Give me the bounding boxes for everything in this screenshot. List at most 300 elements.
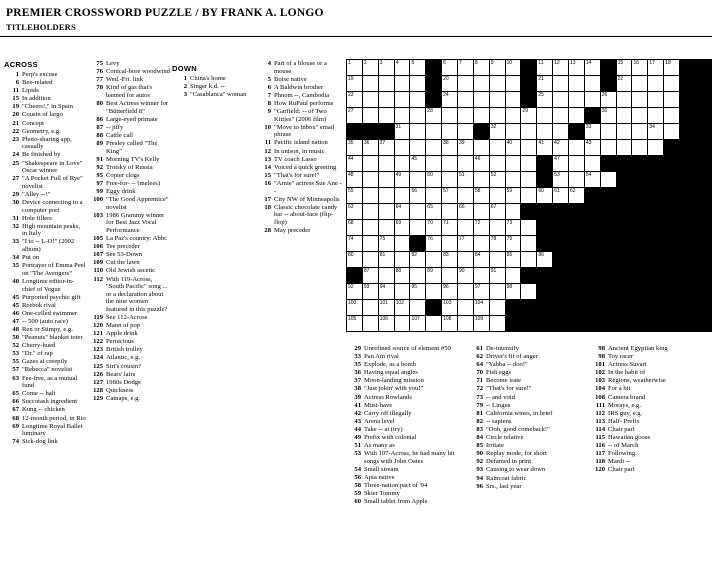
grid-cell[interactable] xyxy=(521,252,537,268)
grid-cell[interactable] xyxy=(394,268,410,284)
grid-cell[interactable] xyxy=(489,236,505,252)
grid-cell[interactable] xyxy=(347,156,363,172)
grid-cell[interactable] xyxy=(426,220,442,236)
grid-cell[interactable] xyxy=(442,156,458,172)
grid-cell[interactable] xyxy=(362,140,378,156)
grid-cell-number: 77 xyxy=(459,236,465,242)
grid-cell-block xyxy=(569,236,585,252)
grid-cell[interactable] xyxy=(553,92,569,108)
clue-text: Cherry-hued xyxy=(22,342,56,350)
grid-cell[interactable] xyxy=(600,92,616,108)
grid-cell[interactable] xyxy=(394,108,410,124)
grid-cell-number: 8 xyxy=(474,60,478,66)
grid-cell[interactable] xyxy=(410,284,426,300)
grid-cell[interactable] xyxy=(394,172,410,188)
grid-cell[interactable] xyxy=(664,108,680,124)
grid-cell[interactable] xyxy=(473,236,489,252)
clue-number: 8 xyxy=(267,99,271,107)
grid-cell-number: 29 xyxy=(522,108,529,114)
grid-cell[interactable] xyxy=(553,188,569,204)
clue-text: Photo-sharing app, casually xyxy=(22,135,72,151)
grid-cell[interactable] xyxy=(426,188,442,204)
grid-cell[interactable] xyxy=(473,156,489,172)
clue-number: 117 xyxy=(595,450,605,458)
grid-cell[interactable] xyxy=(489,316,505,332)
grid-cell[interactable] xyxy=(648,140,664,156)
grid-cell[interactable] xyxy=(521,236,537,252)
grid-cell[interactable] xyxy=(489,92,505,108)
grid-cell[interactable] xyxy=(473,284,489,300)
grid-cell[interactable] xyxy=(537,76,553,92)
grid-cell[interactable] xyxy=(458,92,474,108)
grid-cell[interactable] xyxy=(489,284,505,300)
grid-cell[interactable] xyxy=(426,204,442,220)
grid-cell-number: 64 xyxy=(395,204,402,210)
grid-cell[interactable] xyxy=(664,92,680,108)
grid-cell[interactable] xyxy=(442,268,458,284)
grid-cell[interactable] xyxy=(442,172,458,188)
clue-item xyxy=(88,276,170,314)
grid-cell[interactable] xyxy=(648,124,664,140)
grid-cell[interactable] xyxy=(362,220,378,236)
grid-cell[interactable] xyxy=(664,124,680,140)
grid-cell[interactable] xyxy=(458,124,474,140)
grid-cell[interactable] xyxy=(505,204,521,220)
grid-cell[interactable] xyxy=(616,60,632,76)
grid-cell[interactable] xyxy=(442,284,458,300)
grid-cell[interactable] xyxy=(347,92,363,108)
grid-cell[interactable] xyxy=(616,76,632,92)
grid-cell[interactable] xyxy=(394,124,410,140)
grid-cell[interactable] xyxy=(410,300,426,316)
clue-number: 77 xyxy=(96,76,103,84)
grid-cell[interactable] xyxy=(489,60,505,76)
grid-cell[interactable] xyxy=(378,268,394,284)
grid-cell-number: 91 xyxy=(490,268,497,274)
grid-cell[interactable] xyxy=(537,92,553,108)
grid-cell[interactable] xyxy=(505,140,521,156)
clue-text: Longtime editor-in-chief of Vogue xyxy=(22,277,75,293)
grid-cell[interactable] xyxy=(378,108,394,124)
grid-cell[interactable] xyxy=(553,108,569,124)
grid-cell[interactable] xyxy=(410,268,426,284)
grid-cell[interactable] xyxy=(584,76,600,92)
grid-cell[interactable] xyxy=(378,172,394,188)
grid-cell[interactable] xyxy=(378,156,394,172)
grid-cell[interactable] xyxy=(489,188,505,204)
grid-cell[interactable] xyxy=(362,172,378,188)
grid-cell[interactable] xyxy=(489,300,505,316)
grid-cell[interactable] xyxy=(616,92,632,108)
grid-cell-block xyxy=(569,252,585,268)
grid-cell[interactable] xyxy=(347,252,363,268)
grid-cell[interactable] xyxy=(521,156,537,172)
grid-cell-block xyxy=(505,316,521,332)
grid-cell[interactable] xyxy=(473,108,489,124)
grid-cell[interactable] xyxy=(521,140,537,156)
grid-cell[interactable] xyxy=(505,60,521,76)
grid-cell[interactable] xyxy=(347,60,363,76)
grid-cell[interactable] xyxy=(410,76,426,92)
grid-cell[interactable] xyxy=(458,76,474,92)
grid-cell[interactable] xyxy=(458,268,474,284)
grid-cell[interactable] xyxy=(553,172,569,188)
grid-cell[interactable] xyxy=(426,124,442,140)
grid-cell[interactable] xyxy=(410,108,426,124)
grid-cell[interactable] xyxy=(458,316,474,332)
clue-number: 37 xyxy=(354,377,361,385)
grid-cell[interactable] xyxy=(632,108,648,124)
grid-cell[interactable] xyxy=(458,140,474,156)
grid-cell[interactable] xyxy=(347,76,363,92)
grid-cell[interactable] xyxy=(410,172,426,188)
grid-cell[interactable] xyxy=(410,140,426,156)
grid-cell[interactable] xyxy=(648,76,664,92)
clue-item xyxy=(4,175,86,190)
clue-text: Fish eggs xyxy=(486,369,512,377)
grid-cell[interactable] xyxy=(473,140,489,156)
grid-cell[interactable] xyxy=(442,300,458,316)
grid-cell-block xyxy=(426,76,442,92)
grid-cell-block xyxy=(680,316,696,332)
grid-cell[interactable] xyxy=(378,92,394,108)
clue-item xyxy=(256,108,342,123)
grid-cell[interactable] xyxy=(473,76,489,92)
grid-cell[interactable] xyxy=(362,188,378,204)
grid-cell[interactable] xyxy=(410,252,426,268)
grid-cell[interactable] xyxy=(394,220,410,236)
grid-cell[interactable] xyxy=(410,316,426,332)
grid-cell[interactable] xyxy=(410,204,426,220)
grid-cell[interactable] xyxy=(426,284,442,300)
clue-number: 28 xyxy=(264,226,271,234)
clue-item xyxy=(4,111,86,119)
grid-cell[interactable] xyxy=(442,92,458,108)
grid-cell[interactable] xyxy=(537,60,553,76)
grid-cell[interactable] xyxy=(521,284,537,300)
grid-cell[interactable] xyxy=(505,220,521,236)
grid-cell[interactable] xyxy=(458,156,474,172)
grid-cell[interactable] xyxy=(458,284,474,300)
clue-item xyxy=(590,458,708,466)
grid-cell-number: 28 xyxy=(427,108,433,114)
grid-cell[interactable] xyxy=(442,204,458,220)
clue-text: Having equal angles xyxy=(364,369,418,377)
grid-cell[interactable] xyxy=(426,316,442,332)
clue-text: Three-nation pact of '94 xyxy=(364,482,428,490)
grid-cell[interactable] xyxy=(347,300,363,316)
grid-cell[interactable] xyxy=(553,60,569,76)
grid-cell[interactable] xyxy=(569,76,585,92)
clue-number: 27 xyxy=(12,175,19,183)
grid-cell[interactable] xyxy=(489,268,505,284)
grid-cell[interactable] xyxy=(505,236,521,252)
grid-cell[interactable] xyxy=(648,108,664,124)
grid-cell[interactable] xyxy=(600,124,616,140)
grid-cell[interactable] xyxy=(489,172,505,188)
grid-cell[interactable] xyxy=(362,284,378,300)
grid-cell[interactable] xyxy=(410,92,426,108)
grid-cell[interactable] xyxy=(347,316,363,332)
grid-cell[interactable] xyxy=(473,204,489,220)
grid-cell[interactable] xyxy=(505,76,521,92)
grid-cell-block xyxy=(600,76,616,92)
grid-cell[interactable] xyxy=(394,300,410,316)
grid-cell[interactable] xyxy=(442,60,458,76)
grid-cell[interactable] xyxy=(537,188,553,204)
grid-cell[interactable] xyxy=(521,172,537,188)
crossword-grid[interactable] xyxy=(346,59,712,332)
grid-cell[interactable] xyxy=(521,188,537,204)
grid-cell[interactable] xyxy=(410,156,426,172)
grid-cell[interactable] xyxy=(473,252,489,268)
grid-cell[interactable] xyxy=(426,108,442,124)
grid-cell[interactable] xyxy=(632,60,648,76)
grid-cell[interactable] xyxy=(442,140,458,156)
grid-cell[interactable] xyxy=(458,172,474,188)
grid-cell[interactable] xyxy=(394,188,410,204)
grid-cell[interactable] xyxy=(537,252,553,268)
grid-cell[interactable] xyxy=(489,76,505,92)
clue-item xyxy=(468,369,588,377)
grid-cell[interactable] xyxy=(426,140,442,156)
grid-cell[interactable] xyxy=(378,284,394,300)
clue-number: 86 xyxy=(96,115,103,123)
grid-cell[interactable] xyxy=(378,76,394,92)
grid-cell[interactable] xyxy=(362,316,378,332)
grid-cell[interactable] xyxy=(505,92,521,108)
grid-cell[interactable] xyxy=(521,124,537,140)
grid-cell[interactable] xyxy=(664,60,680,76)
grid-cell[interactable] xyxy=(378,140,394,156)
grid-cell[interactable] xyxy=(442,316,458,332)
grid-cell[interactable] xyxy=(473,92,489,108)
grid-cell[interactable] xyxy=(632,124,648,140)
grid-cell[interactable] xyxy=(569,108,585,124)
grid-cell[interactable] xyxy=(442,220,458,236)
grid-cell[interactable] xyxy=(473,268,489,284)
grid-cell[interactable] xyxy=(458,220,474,236)
grid-cell[interactable] xyxy=(378,60,394,76)
grid-cell[interactable] xyxy=(394,284,410,300)
grid-cell[interactable] xyxy=(442,252,458,268)
grid-cell[interactable] xyxy=(458,188,474,204)
clue-number: 35 xyxy=(354,361,361,369)
grid-cell[interactable] xyxy=(505,172,521,188)
grid-cell[interactable] xyxy=(648,60,664,76)
grid-cell[interactable] xyxy=(473,220,489,236)
grid-cell[interactable] xyxy=(569,60,585,76)
grid-cell[interactable] xyxy=(505,252,521,268)
grid-cell[interactable] xyxy=(537,124,553,140)
grid-cell[interactable] xyxy=(394,92,410,108)
grid-cell[interactable] xyxy=(648,92,664,108)
grid-cell[interactable] xyxy=(347,140,363,156)
grid-cell[interactable] xyxy=(569,188,585,204)
grid-cell[interactable] xyxy=(473,316,489,332)
grid-cell[interactable] xyxy=(347,172,363,188)
grid-cell[interactable] xyxy=(394,252,410,268)
grid-cell[interactable] xyxy=(394,316,410,332)
grid-cell[interactable] xyxy=(362,60,378,76)
clue-number: 58 xyxy=(354,482,361,490)
grid-cell[interactable] xyxy=(378,316,394,332)
grid-cell[interactable] xyxy=(378,204,394,220)
grid-cell[interactable] xyxy=(442,124,458,140)
grid-cell[interactable] xyxy=(347,108,363,124)
grid-cell[interactable] xyxy=(569,172,585,188)
grid-cell[interactable] xyxy=(505,156,521,172)
clue-item xyxy=(468,377,588,385)
grid-cell[interactable] xyxy=(473,60,489,76)
grid-cell[interactable] xyxy=(347,284,363,300)
grid-cell[interactable] xyxy=(584,156,600,172)
grid-cell[interactable] xyxy=(584,92,600,108)
grid-cell[interactable] xyxy=(553,156,569,172)
grid-cell[interactable] xyxy=(537,108,553,124)
grid-cell[interactable] xyxy=(489,156,505,172)
grid-cell[interactable] xyxy=(473,300,489,316)
grid-cell[interactable] xyxy=(537,140,553,156)
grid-cell[interactable] xyxy=(426,268,442,284)
grid-cell[interactable] xyxy=(600,108,616,124)
grid-cell[interactable] xyxy=(442,236,458,252)
grid-cell[interactable] xyxy=(569,140,585,156)
grid-cell[interactable] xyxy=(632,92,648,108)
grid-cell[interactable] xyxy=(378,188,394,204)
grid-cell[interactable] xyxy=(489,204,505,220)
grid-cell[interactable] xyxy=(426,236,442,252)
grid-cell-block xyxy=(553,236,569,252)
grid-cell[interactable] xyxy=(347,188,363,204)
grid-cell[interactable] xyxy=(616,140,632,156)
grid-cell[interactable] xyxy=(664,76,680,92)
grid-cell-number: 27 xyxy=(348,108,354,114)
grid-cell[interactable] xyxy=(378,252,394,268)
grid-cell[interactable] xyxy=(616,108,632,124)
clue-item xyxy=(590,450,708,458)
clue-number: 78 xyxy=(96,84,103,92)
grid-cell[interactable] xyxy=(521,108,537,124)
header-divider xyxy=(0,36,712,37)
grid-cell-block xyxy=(632,316,648,332)
grid-cell[interactable] xyxy=(347,236,363,252)
clue-column-3 xyxy=(172,60,254,99)
grid-cell[interactable] xyxy=(362,300,378,316)
grid-cell[interactable] xyxy=(584,140,600,156)
grid-cell[interactable] xyxy=(489,220,505,236)
grid-cell[interactable] xyxy=(410,188,426,204)
grid-cell[interactable] xyxy=(505,188,521,204)
clue-item xyxy=(88,338,170,346)
grid-cell[interactable] xyxy=(505,108,521,124)
clue-item xyxy=(346,498,466,506)
grid-cell[interactable] xyxy=(426,252,442,268)
grid-cell[interactable] xyxy=(394,204,410,220)
grid-cell[interactable] xyxy=(632,76,648,92)
grid-cell[interactable] xyxy=(553,76,569,92)
grid-cell-block xyxy=(664,236,680,252)
grid-cell[interactable] xyxy=(378,236,394,252)
grid-cell[interactable] xyxy=(505,268,521,284)
grid-cell[interactable] xyxy=(410,220,426,236)
grid-cell-block xyxy=(680,124,696,140)
grid-cell[interactable] xyxy=(553,124,569,140)
grid-cell[interactable] xyxy=(458,108,474,124)
grid-cell[interactable] xyxy=(584,172,600,188)
grid-cell[interactable] xyxy=(362,92,378,108)
grid-cell[interactable] xyxy=(394,140,410,156)
grid-cell[interactable] xyxy=(505,124,521,140)
grid-cell[interactable] xyxy=(505,284,521,300)
grid-cell[interactable] xyxy=(362,108,378,124)
grid-cell[interactable] xyxy=(378,300,394,316)
grid-cell[interactable] xyxy=(489,140,505,156)
grid-cell-block xyxy=(648,236,664,252)
grid-cell[interactable] xyxy=(410,60,426,76)
grid-cell-block xyxy=(616,172,632,188)
grid-cell[interactable] xyxy=(362,204,378,220)
clue-item xyxy=(4,390,86,398)
clue-text: "Cheers!," in Spain xyxy=(22,103,73,111)
grid-cell[interactable] xyxy=(569,92,585,108)
grid-cell[interactable] xyxy=(362,268,378,284)
grid-cell[interactable] xyxy=(458,300,474,316)
clue-text: 1980s Dodge xyxy=(106,378,141,386)
grid-cell[interactable] xyxy=(600,172,616,188)
grid-cell[interactable] xyxy=(458,60,474,76)
grid-cell[interactable] xyxy=(458,252,474,268)
grid-cell[interactable] xyxy=(553,140,569,156)
grid-cell[interactable] xyxy=(394,60,410,76)
grid-cell[interactable] xyxy=(442,108,458,124)
grid-cell[interactable] xyxy=(616,124,632,140)
grid-cell[interactable] xyxy=(489,252,505,268)
grid-cell[interactable] xyxy=(347,204,363,220)
grid-cell[interactable] xyxy=(489,124,505,140)
grid-cell[interactable] xyxy=(362,236,378,252)
grid-cell[interactable] xyxy=(569,156,585,172)
grid-cell[interactable] xyxy=(426,156,442,172)
grid-cell[interactable] xyxy=(600,140,616,156)
grid-cell[interactable] xyxy=(458,236,474,252)
grid-cell[interactable] xyxy=(473,172,489,188)
clue-text: Longtime Royal Ballet luminary xyxy=(22,422,83,438)
grid-cell[interactable] xyxy=(362,252,378,268)
grid-cell[interactable] xyxy=(410,124,426,140)
grid-cell[interactable] xyxy=(362,156,378,172)
grid-cell[interactable] xyxy=(632,140,648,156)
grid-cell[interactable] xyxy=(394,156,410,172)
grid-cell[interactable] xyxy=(394,236,410,252)
grid-cell[interactable] xyxy=(584,124,600,140)
grid-cell[interactable] xyxy=(426,172,442,188)
clue-text: Voiced a quick greeting xyxy=(274,163,337,171)
grid-cell[interactable] xyxy=(521,220,537,236)
grid-cell[interactable] xyxy=(442,76,458,92)
grid-cell[interactable] xyxy=(458,204,474,220)
grid-cell[interactable] xyxy=(378,220,394,236)
grid-cell[interactable] xyxy=(584,60,600,76)
grid-cell[interactable] xyxy=(473,188,489,204)
grid-cell[interactable] xyxy=(362,76,378,92)
grid-cell[interactable] xyxy=(347,220,363,236)
grid-cell[interactable] xyxy=(489,108,505,124)
clue-number: 36 xyxy=(354,369,361,377)
grid-cell-number: 41 xyxy=(538,140,544,146)
grid-cell[interactable] xyxy=(442,188,458,204)
grid-cell[interactable] xyxy=(394,76,410,92)
